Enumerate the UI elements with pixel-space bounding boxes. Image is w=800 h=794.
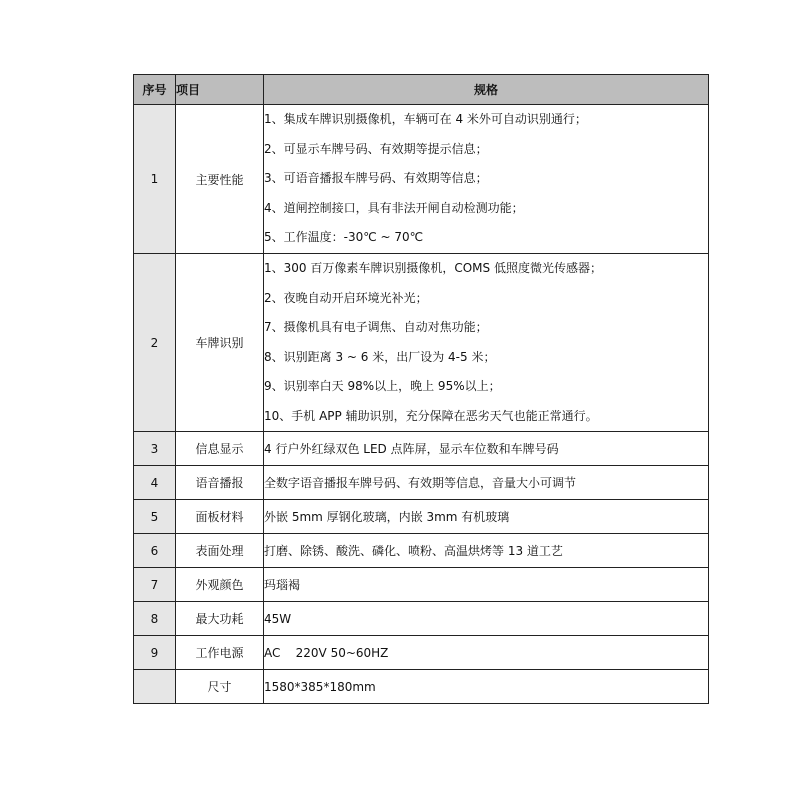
row-number: 8: [134, 602, 176, 636]
table-header: [134, 75, 709, 105]
spec-line: 1、集成车牌识别摄像机，车辆可在 4 米外可自动识别通行；: [264, 112, 587, 127]
row-number: 3: [134, 432, 176, 466]
table-row: [134, 636, 709, 670]
row-spec: 玛瑙褐: [264, 568, 709, 602]
row-number: 6: [134, 534, 176, 568]
spec-line: 5、工作温度：-30℃ ~ 70℃: [264, 230, 424, 245]
row-number: [134, 670, 176, 704]
row-item: 车牌识别: [176, 254, 264, 432]
row-item: 面板材料: [176, 500, 264, 534]
table-row: [134, 105, 709, 254]
row-spec: 1580*385*180mm: [264, 670, 709, 704]
row-item: 信息显示: [176, 432, 264, 466]
header-no: 序号: [134, 75, 176, 105]
row-number: 9: [134, 636, 176, 670]
spec-line: 10、手机 APP 辅助识别，充分保障在恶劣天气也能正常通行。: [264, 408, 598, 423]
row-spec: 45W: [264, 602, 709, 636]
row-spec: [264, 254, 709, 432]
table-row: [134, 500, 709, 534]
table-row: [134, 254, 709, 432]
row-spec: 外嵌 5mm 厚钢化玻璃，内嵌 3mm 有机玻璃: [264, 500, 709, 534]
row-number: 7: [134, 568, 176, 602]
spec-line: 3、可语音播报车牌号码、有效期等信息；: [264, 171, 488, 186]
spec-table: [133, 74, 709, 704]
spec-line: 2、夜晚自动开启环境光补光；: [264, 290, 428, 305]
row-item: 尺寸: [176, 670, 264, 704]
row-spec: [264, 105, 709, 254]
row-item: 工作电源: [176, 636, 264, 670]
row-number: 2: [134, 254, 176, 432]
row-item: 外观颜色: [176, 568, 264, 602]
header-spec: 规格: [264, 75, 709, 105]
row-item: 主要性能: [176, 105, 264, 254]
table-row: [134, 534, 709, 568]
table-row: [134, 432, 709, 466]
row-number: 5: [134, 500, 176, 534]
spec-line: 1、300 百万像素车牌识别摄像机，COMS 低照度微光传感器；: [264, 261, 602, 275]
spec-line: 2、可显示车牌号码、有效期等提示信息；: [264, 141, 488, 156]
spec-line: 7、摄像机具有电子调焦、自动对焦功能；: [264, 320, 488, 334]
row-item: 最大功耗: [176, 602, 264, 636]
table-row: [134, 466, 709, 500]
row-spec: 打磨、除锈、酸洗、磷化、喷粉、高温烘烤等 13 道工艺: [264, 534, 709, 568]
row-number: 4: [134, 466, 176, 500]
table-row: [134, 568, 709, 602]
spec-line: 9、识别率白天 98%以上，晚上 95%以上；: [264, 379, 501, 393]
table-row: [134, 670, 709, 704]
row-item: 语音播报: [176, 466, 264, 500]
spec-line: 4、道闸控制接口，具有非法开闸自动检测功能；: [264, 200, 524, 215]
header-item: 项目: [176, 75, 264, 105]
row-spec: 4 行户外红绿双色 LED 点阵屏，显示车位数和车牌号码: [264, 432, 709, 466]
row-spec: AC 220V 50~60HZ: [264, 636, 709, 670]
row-item: 表面处理: [176, 534, 264, 568]
row-number: 1: [134, 105, 176, 254]
spec-line: 8、识别距离 3 ~ 6 米，出厂设为 4-5 米；: [264, 349, 496, 364]
row-spec: 全数字语音播报车牌号码、有效期等信息，音量大小可调节: [264, 466, 709, 500]
table-row: [134, 602, 709, 636]
